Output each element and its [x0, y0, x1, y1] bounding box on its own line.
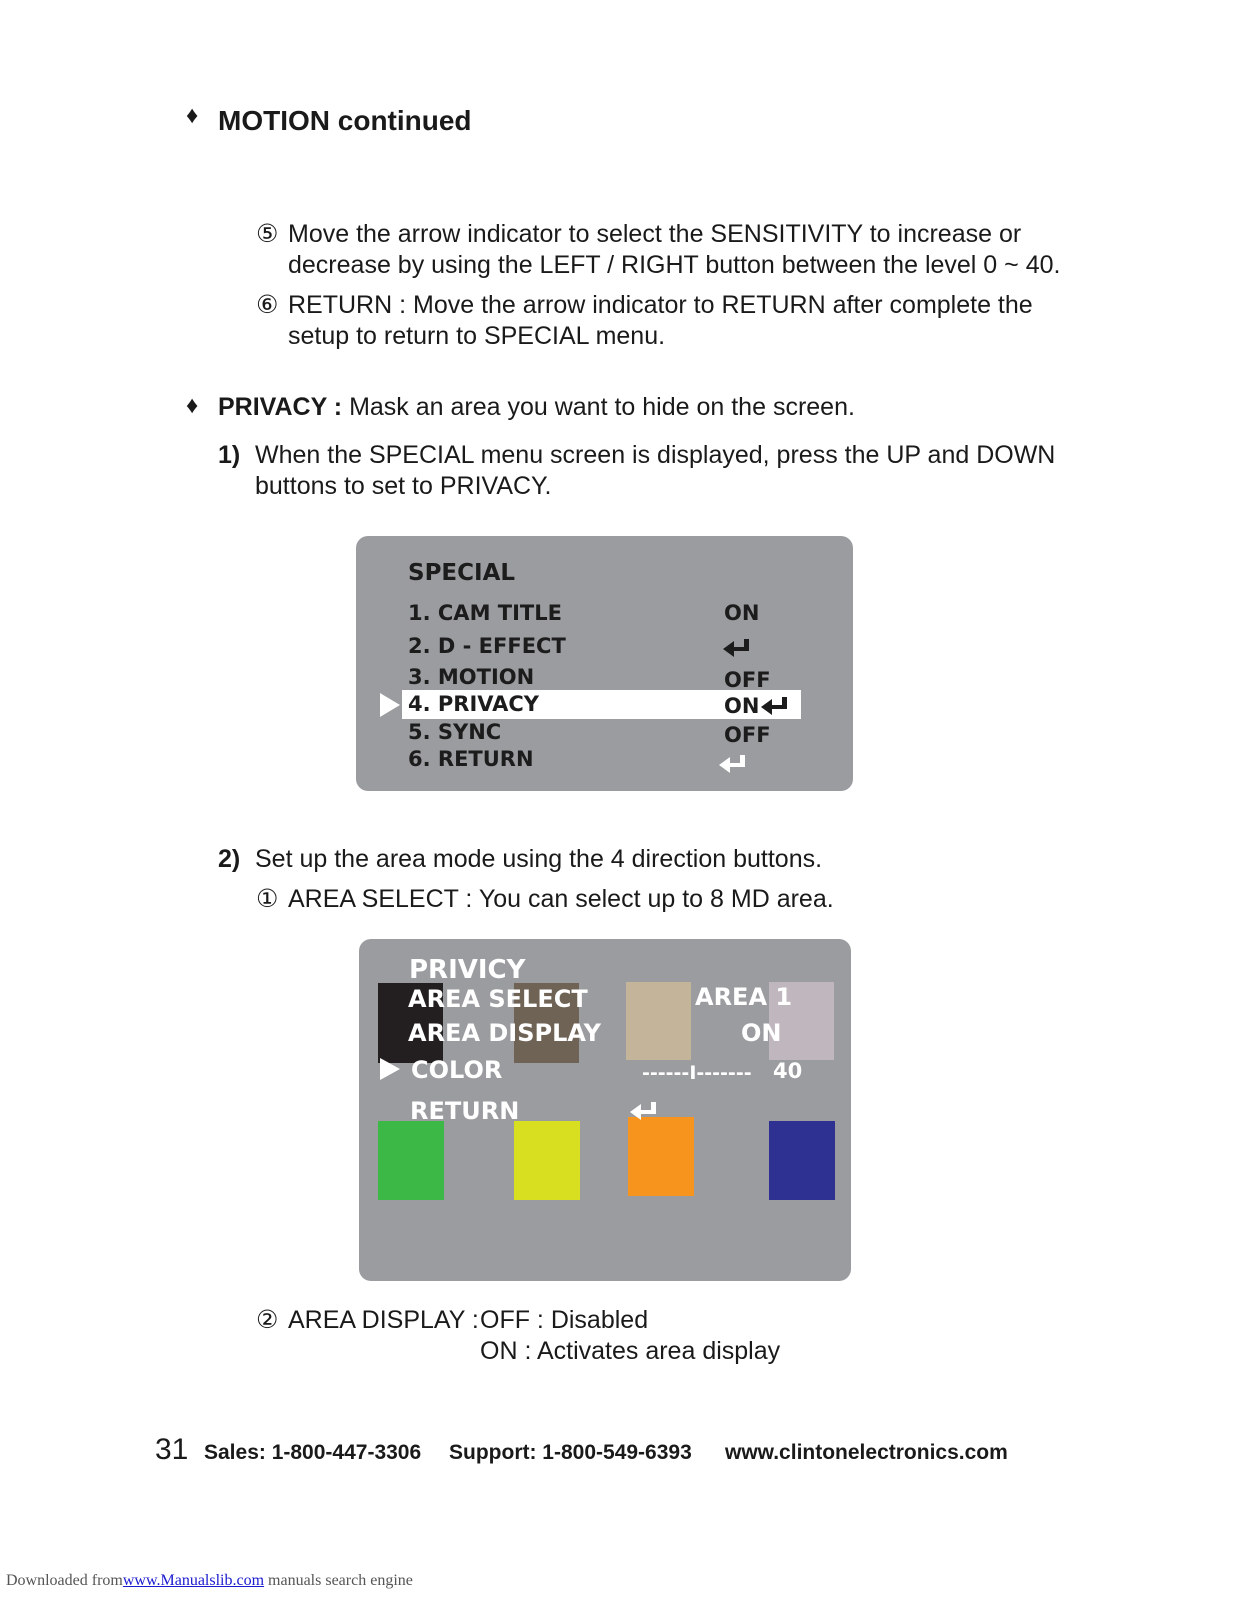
enter-icon — [722, 637, 752, 659]
privacy-menu-screen — [359, 939, 851, 1281]
color-swatch-orange — [628, 1117, 694, 1196]
privacy-heading — [218, 392, 855, 423]
color-swatch-yellow — [514, 1121, 580, 1200]
section-title: MOTION continued — [218, 105, 472, 136]
bullet-diamond-icon: ♦ — [186, 102, 199, 129]
step-text-line: buttons to set to PRIVACY. — [255, 472, 552, 500]
step-number: 1) — [218, 441, 241, 469]
menu-value: AREA 1 — [695, 983, 793, 1011]
menu-item-area-select[interactable]: AREA SELECT — [408, 985, 588, 1013]
step-text-line: RETURN : Move the arrow indicator to RETURN after complete the — [288, 291, 1033, 319]
step-text-line: Set up the area mode using the 4 direction buttons. — [255, 845, 823, 873]
step-text-line: AREA SELECT : You can select up to 8 MD area. — [288, 885, 834, 913]
menu-item-color[interactable]: COLOR — [411, 1056, 503, 1084]
step-number: 2) — [218, 845, 241, 873]
menu-title: PRIVICY — [409, 955, 526, 985]
menu-item-cam-title[interactable]: 1. CAM TITLE — [408, 601, 562, 625]
manualslib-link[interactable]: www.Manualslib.com — [122, 1572, 265, 1589]
color-swatch-tan — [626, 982, 691, 1060]
color-level-slider[interactable]: ------I------- — [642, 1062, 752, 1084]
color-level-value: 40 — [773, 1059, 803, 1083]
footer-support: Support: 1-800-549-6393 — [449, 1441, 692, 1464]
download-note — [6, 1572, 413, 1590]
color-swatch-navy — [769, 1121, 835, 1200]
step-marker: ⑤ — [256, 220, 279, 248]
footer-website[interactable]: www.clintonelectronics.com — [725, 1441, 1008, 1464]
menu-item-sync[interactable]: 5. SYNC — [408, 720, 502, 744]
area-display-label: AREA DISPLAY : — [288, 1306, 479, 1334]
privacy-description: Mask an area you want to hide on the screen. — [349, 393, 855, 421]
menu-item-privacy[interactable]: 4. PRIVACY — [408, 692, 539, 716]
bullet-diamond-icon: ♦ — [186, 392, 199, 419]
download-prefix: Downloaded from — [6, 1572, 123, 1589]
step-marker: ① — [256, 885, 279, 913]
menu-value: OFF — [724, 668, 771, 692]
privacy-label: PRIVACY : — [218, 393, 343, 421]
area-display-off: OFF : Disabled — [480, 1306, 649, 1334]
menu-value: ON — [741, 1019, 782, 1047]
menu-item-motion[interactable]: 3. MOTION — [408, 665, 535, 689]
page-number: 31 — [155, 1433, 189, 1466]
menu-item-return[interactable]: 6. RETURN — [408, 747, 534, 771]
step-text-line: setup to return to SPECIAL menu. — [288, 322, 666, 350]
footer-sales: Sales: 1-800-447-3306 — [204, 1441, 422, 1464]
menu-item-d-effect[interactable]: 2. D - EFFECT — [408, 634, 566, 658]
step-text-line: When the SPECIAL menu screen is displayed, press the UP and DOWN — [255, 441, 1056, 469]
step-marker: ② — [256, 1306, 279, 1334]
special-menu-screen — [356, 536, 853, 791]
menu-item-return[interactable]: RETURN — [410, 1097, 520, 1125]
menu-value: ON — [724, 601, 760, 625]
download-suffix: manuals search engine — [264, 1572, 413, 1589]
enter-icon — [760, 695, 790, 717]
menu-value: ON — [724, 694, 760, 718]
step-text-line: Move the arrow indicator to select the SENSITIVITY to increase or — [288, 220, 1022, 248]
menu-value: OFF — [724, 723, 771, 747]
selection-arrow-icon — [380, 1058, 400, 1080]
selection-arrow-icon — [380, 693, 400, 717]
enter-icon — [718, 753, 748, 775]
step-marker: ⑥ — [256, 291, 279, 319]
area-display-on: ON : Activates area display — [480, 1337, 781, 1365]
menu-item-area-display[interactable]: AREA DISPLAY — [408, 1019, 602, 1047]
step-text-line: decrease by using the LEFT / RIGHT button between the level 0 ~ 40. — [288, 251, 1061, 279]
menu-title: SPECIAL — [408, 560, 516, 586]
enter-icon — [629, 1100, 659, 1122]
color-swatch-green — [378, 1121, 444, 1200]
